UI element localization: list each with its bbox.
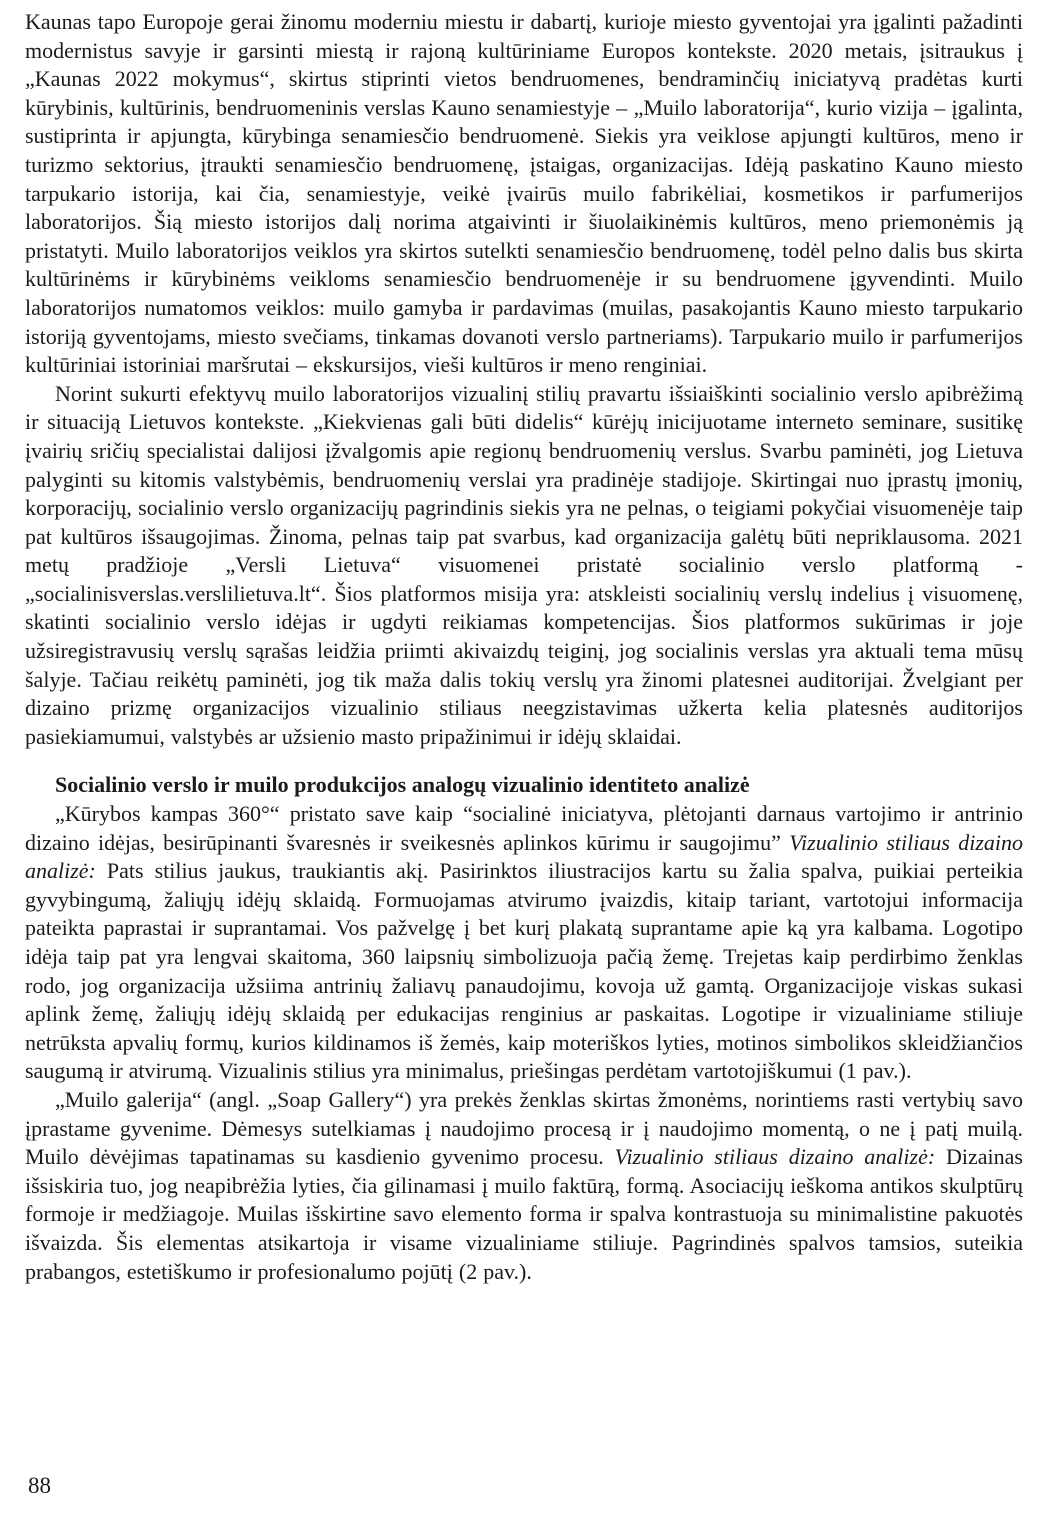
paragraph-social-business-context: Norint sukurti efektyvų muilo laboratorijos vizualinį stilių pravartu išsiaiškinti socialinio verslo apibrėžimą ir situaciją Lietuvos kontekste. „Kiekvienas gali būti didelis“ kūrėjų inicijuotame interneto seminare, susitikę įvairių sričių specialistai dalijosi įžvalgomis apie regionų bendruomenių verslus. Svarbu paminėti, jog Lietuva palyginti su kitomis valstybėmis, bendruomenių verslai yra pradinėje stadijoje. Skirtingai nuo įprastų įmonių, korporacijų, socialinio verslo organizacijų pagrindinis siekis yra ne pelnas, o teigiami pokyčiai visuomenėje taip pat kultūros išsaugojimas. Žinoma, pelnas taip pat svarbus, kad organizacija galėtų būti nepriklausoma. 2021 metų pradžioje „Versli Lietuva“ visuomenei pristatė socialinio verslo platformą - „socialinisverslas.verslilietuva.lt“. Šios platformos misija yra: atskleisti socialinių verslų indelius į visuomenę, skatinti socialinio verslo idėjas ir ugdyti reikiamas kompetencijas. Šios platformos sukūrimas ir joje užsiregistravusių verslų sąrašas leidžia priimti akivaizdų teiginį, jog socialinis verslas yra aktuali tema mūsų šalyje. Tačiau reikėtų paminėti, jog tik maža dalis tokių verslų yra žinomi platesnei auditorijai. Žvelgiant per dizaino prizmę organizacijos vizualinio stiliaus neegzistavimas užkerta kelia platesnės auditorijos pasiekiamumui, valstybės ar užsienio masto pripažinimui ir idėjų sklaidai. <box>25 380 1023 749</box>
section-heading-visual-identity-analysis: Socialinio verslo ir muilo produkcijos analogų vizualinio identiteto analizė <box>55 772 750 798</box>
paragraph-4-text-before-italic: „Muilo galerija“ (angl. „Soap Gallery“) yra prekės ženklas skirtas žmonėms, norintiems rasti vertybių savo įprastame gyvenime. Dėmesys sutelkiamas į naudojimo procesą ir į naudojimo momentą, o ne į patį muilą. Muilo dėvėjimas tapatinamas su kasdienio gyvenimo procesu. <box>25 1086 1023 1170</box>
paragraph-muilo-galerija <box>25 1086 1023 1286</box>
page-number: 88 <box>28 1473 51 1498</box>
paragraph-3-italic-label: Vizualinio stiliaus dizaino analizė: <box>25 829 1023 884</box>
paragraph-kaunas-intro: Kaunas tapo Europoje gerai žinomu moderniu miestu ir dabartį, kurioje miesto gyventojai yra įgalinti pažadinti modernistus savyje ir garsinti miestą ir rajoną kultūriniame Europos kontekste. 2020 metais, įsitraukus į „Kaunas 2022 mokymus“, skirtus stiprinti vietos bendruomenes, bendraminčių iniciatyvą pradėtas kurti kūrybinis, kultūrinis, bendruomeninis verslas Kauno senamiestyje – „Muilo laboratorija“, kurio vizija – įgalinta, sustiprinta ir apjungta, kūrybinga senamiesčio bendruomenė. Siekis yra veiklose apjungti kultūros, meno ir turizmo sektorius, įtraukti senamiesčio bendruomenę, įstaigas, organizacijas. Idėją paskatino Kauno miesto tarpukario istorija, kai čia, senamiestyje, veikė įvairūs muilo fabrikėliai, kosmetikos ir parfumerijos laboratorijos. Šią miesto istorijos dalį norima atgaivinti ir šiuolaikinėmis kultūros, meno priemonėmis ją pristatyti. Muilo laboratorijos veiklos yra skirtos sutelkti senamiesčio bendruomenę, todėl pelno dalis bus skirta kultūrinėms ir kūrybinėms veikloms senamiesčio bendruomenėje ir su bendruomene įgyvendinti. Muilo laboratorijos numatomos veiklos: muilo gamyba ir pardavimas (muilas, pasakojantis Kauno miesto tarpukario istoriją gyventojams, miesto svečiams, tinkamas dovanoti verslo partneriams). Tarpukario muilo ir parfumerijos kultūriniai istoriniai maršrutai – ekskursijos, vieši kultūros ir meno renginiai. <box>25 9 1023 378</box>
paragraph-4-text-after-italic: Dizainas išsiskiria tuo, jog neapibrėžia lyties, čia gilinamasi į muilo faktūrą, formą. Asociacijų ieškoma antikos skulptūrų formoje ir medžiagoje. Muilas išskirtine savo elemento forma ir spalva kontrastuoja su minimalistine pakuotės išvaizda. Šis elementas atsikartoja ir visame vizualiniame stiliuje. Pagrindinės spalvos tamsios, suteikia prabangos, estetiškumo ir profesionalumo pojūtį (2 pav.). <box>25 1144 1023 1284</box>
paragraph-4-italic-label: Vizualinio stiliaus dizaino analizė: <box>614 1144 936 1170</box>
document-page-body <box>25 8 1023 1286</box>
paragraph-kurybos-kampas-360 <box>25 800 1023 1086</box>
paragraph-3-text-before-italic: „Kūrybos kampas 360°“ pristato save kaip “socialinė iniciatyva, plėtojanti darnaus vartojimo ir antrinio dizaino idėjas, besirūpinanti švaresnės ir sveikesnės aplinkos kūrimu ir saugojimu” <box>25 801 1023 855</box>
paragraph-3-text-after-italic: Pats stilius jaukus, traukiantis akį. Pasirinktos iliustracijos kartu su žalia spalva, puikiai perteikia gyvybingumą, žaliųjų idėjų sklaidą. Formuojamas atvirumo įvaizdis, kitaip tariant, vartotojui informacija pateikta paprastai ir suprantamai. Vos pažvelgę į bet kurį plakatą suprantame apie ką yra kalbama. Logotipo idėja taip pat yra lengvai skaitoma, 360 laipsnių simbolizuoja pačią žemę. Trejetas kaip perdirbimo ženklas rodo, jog organizacija užsiima antrinių žaliavų panaudojimu, kovoja už gamtą. Organizacijoje viskas sukasi aplink žemę, žaliųjų idėjų sklaidą per edukacijas renginius ar paskaitas. Logotipe ir vizualiniame stiliuje netrūksta apvalių formų, kurios kildinamos iš žemės, kaip moteriškos lyties, motinos simbolikos skleidžiančios saugumą ir atvirumą. Vizualinis stilius yra minimalus, priešingas perdėtam vartotojiškumui (1 pav.). <box>25 858 1023 1084</box>
